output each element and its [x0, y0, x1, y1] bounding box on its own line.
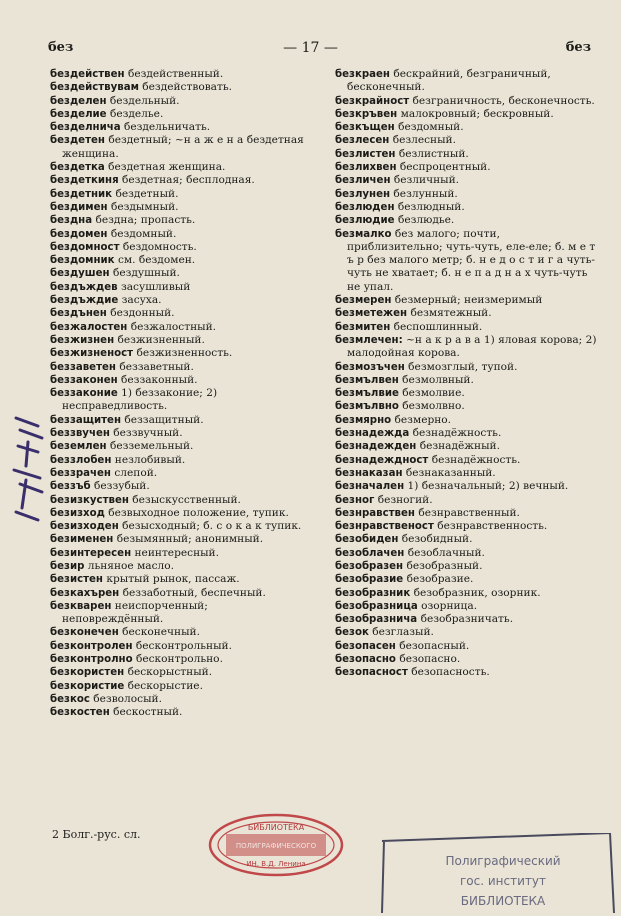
dictionary-entry: [50, 693, 305, 706]
dictionary-entry: [335, 294, 597, 307]
entry-translation: безнадёжность.: [431, 453, 521, 466]
dictionary-entry: [335, 400, 597, 413]
dictionary-entry: [50, 560, 305, 573]
dictionary-entry: [335, 108, 597, 121]
entry-translation: бездонный.: [110, 307, 175, 320]
entry-translation: без малого; почти, приблизительно; чуть-чуть, еле-еле; б. м е т ъ р без малого метр; б. н е д о с т и г а чуть-чуть не хватает; б. н е п а д н а х чуть-чуть не упал.: [347, 227, 596, 293]
dictionary-entry: [50, 334, 305, 347]
dictionary-entry: [50, 361, 305, 374]
entry-translation: 1) беззаконие; 2) несправедливость.: [62, 387, 218, 413]
entry-translation: бескостный.: [113, 706, 183, 719]
entry-translation: безобразный.: [406, 559, 483, 572]
entry-translation: ~н а к р а в а 1) яловая корова; 2) малодойная корова.: [347, 333, 597, 360]
entry-translation: беспроцентный.: [399, 161, 491, 174]
dictionary-entry: [335, 467, 597, 480]
entry-translation: бездейственный.: [127, 68, 224, 80]
entry-translation: беззаконный.: [121, 373, 198, 386]
entry-headword: безобразник: [335, 587, 411, 599]
left-guide-word: без: [48, 40, 74, 55]
entry-headword: безобиден: [335, 534, 399, 546]
entry-translation: неиспорченный; неповреждённый.: [62, 599, 208, 626]
entry-headword: бездействувам: [50, 82, 139, 94]
handwritten-margin-note: [8, 408, 48, 528]
entry-translation: бескорыстие.: [127, 679, 203, 692]
entry-translation: безземельный.: [109, 440, 194, 453]
entry-translation: безнравственность.: [437, 520, 548, 533]
dictionary-entry: [50, 95, 305, 108]
entry-headword: безнадеждност: [335, 454, 429, 466]
entry-translation: безнадёжный.: [419, 440, 500, 453]
dictionary-entry: [335, 626, 597, 639]
entry-headword: бездъждев: [50, 281, 118, 293]
dictionary-entry: [50, 706, 305, 719]
entry-translation: безопасно.: [399, 653, 461, 666]
entry-translation: см. бездомен.: [117, 254, 196, 267]
entry-headword: безизходен: [50, 521, 119, 533]
dictionary-entry: [335, 573, 597, 586]
entry-headword: безделен: [50, 95, 107, 107]
entry-translation: крытый рынок, пассаж.: [106, 573, 240, 586]
entry-translation: безобидный.: [401, 533, 473, 546]
entry-headword: безмитен: [335, 321, 391, 333]
entry-translation: безжизненный.: [117, 333, 205, 346]
entry-headword: беззлобен: [50, 454, 112, 466]
entry-translation: безопасность.: [411, 666, 490, 679]
entry-headword: беззвучен: [50, 428, 110, 440]
dictionary-entry: [335, 547, 597, 560]
entry-headword: безначален: [335, 481, 405, 493]
entry-headword: беззрачен: [50, 467, 111, 479]
entry-translation: бездетная; бесплодная.: [122, 174, 255, 187]
institute-stamp-rect: [378, 833, 616, 913]
entry-headword: безмалко: [335, 228, 392, 240]
dictionary-entry: [50, 241, 305, 254]
dictionary-entry: [335, 480, 597, 493]
page-number: — 17 —: [283, 40, 338, 56]
dictionary-entry: [50, 214, 305, 227]
entry-headword: безопасен: [335, 640, 396, 652]
dictionary-entry: [50, 228, 305, 241]
dictionary-entry: [335, 334, 597, 361]
entry-translation: безнаказанный.: [405, 466, 496, 479]
entry-headword: безнадежден: [335, 441, 417, 453]
entry-translation: безмятежный.: [410, 307, 492, 320]
entry-translation: безлюдье.: [397, 214, 455, 227]
dictionary-entry: [50, 174, 305, 187]
entry-headword: бездомник: [50, 255, 115, 267]
dictionary-entry: [335, 121, 597, 134]
entry-headword: безкрайност: [335, 95, 410, 107]
entry-headword: безкахърен: [50, 587, 120, 599]
entry-translation: безногий.: [377, 493, 433, 506]
entry-headword: безкористен: [50, 667, 125, 679]
entry-translation: бесконечный.: [122, 626, 200, 639]
dictionary-entry: [50, 201, 305, 214]
entry-translation: бездушный.: [112, 267, 180, 280]
dictionary-entry: [335, 600, 597, 613]
entry-headword: бездействен: [50, 69, 125, 80]
entry-translation: бездна; пропасть.: [95, 214, 196, 227]
dictionary-entry: [335, 533, 597, 546]
entry-translation: безделье.: [109, 107, 164, 120]
dictionary-entry: [50, 653, 305, 666]
entry-translation: бездомный.: [110, 227, 177, 240]
entry-headword: бездетка: [50, 162, 105, 174]
dictionary-entry: [50, 533, 305, 546]
entry-translation: бездомный.: [398, 121, 464, 134]
dictionary-entry: [50, 547, 305, 560]
entry-translation: бездельничать.: [123, 121, 211, 134]
dictionary-entry: [335, 374, 597, 387]
dictionary-entry: [50, 427, 305, 440]
entry-headword: безнравствен: [335, 507, 415, 519]
entry-translation: бездействовать.: [142, 81, 232, 94]
entry-translation: безобразие.: [406, 573, 474, 586]
entry-headword: безметежен: [335, 308, 408, 320]
entry-translation: беспошлинный.: [393, 320, 483, 333]
entry-translation: озорница.: [421, 599, 478, 612]
entry-translation: безмолвие.: [402, 387, 465, 400]
entry-translation: малокровный; бескровный.: [400, 107, 554, 120]
entry-translation: неинтересный.: [134, 546, 219, 559]
dictionary-entry: [50, 666, 305, 679]
dictionary-entry: [50, 121, 305, 134]
dictionary-entry: [335, 161, 597, 174]
entry-headword: безизход: [50, 507, 105, 519]
dictionary-entry: [50, 134, 305, 161]
dictionary-entry: [335, 134, 597, 147]
dictionary-entry: [50, 520, 305, 533]
entry-translation: бездомность.: [122, 240, 197, 253]
entry-headword: беззавeтен: [50, 361, 116, 373]
entry-headword: беззъб: [50, 481, 91, 493]
entry-translation: льняное масло.: [87, 559, 175, 572]
entry-headword: бездетен: [50, 135, 105, 147]
dictionary-entry: [50, 507, 305, 520]
entry-headword: бездъждие: [50, 295, 119, 307]
entry-translation: безыскусственный.: [132, 493, 241, 506]
entry-translation: незлобивый.: [114, 453, 186, 466]
entry-headword: безобразен: [335, 560, 404, 572]
dictionary-entry: [335, 560, 597, 573]
entry-headword: безкварен: [50, 600, 112, 612]
svg-text:ПОЛИГРАФИЧЕСКОГО: ПОЛИГРАФИЧЕСКОГО: [235, 842, 317, 850]
entry-translation: слепой.: [114, 466, 158, 479]
dictionary-entry: [50, 494, 305, 507]
entry-translation: безмозглый, тупой.: [408, 360, 518, 373]
entry-headword: безир: [50, 560, 85, 572]
entry-translation: безвыходное положение, тупик.: [108, 506, 289, 519]
entry-translation: безмолвный.: [402, 373, 474, 386]
dictionary-entry: [50, 188, 305, 201]
dictionary-entry: [335, 440, 597, 453]
entry-headword: безконечен: [50, 627, 119, 639]
entry-translation: беззубый.: [94, 480, 150, 493]
dictionary-entry: [335, 613, 597, 626]
entry-headword: беззаконие: [50, 388, 118, 400]
entry-translation: бездетный.: [115, 187, 179, 200]
dictionary-entry: [50, 374, 305, 387]
entry-headword: безконтролно: [50, 654, 133, 666]
entry-headword: безоблачен: [335, 547, 405, 559]
entry-translation: безмерный; неизмеримый: [394, 294, 543, 307]
entry-headword: безконтролен: [50, 640, 133, 652]
right-guide-word: без: [565, 40, 591, 55]
entry-headword: безмярно: [335, 414, 392, 426]
entry-headword: безизкуствен: [50, 494, 129, 506]
entry-translation: безысходный; б. с о к а к тупик.: [122, 520, 302, 533]
entry-translation: безглазый.: [372, 626, 434, 639]
dictionary-entry: [335, 387, 597, 400]
entry-translation: 1) безначальный; 2) вечный.: [407, 480, 569, 493]
entry-translation: безжизненность.: [136, 347, 233, 360]
entry-headword: безкористие: [50, 680, 125, 692]
entry-headword: безног: [335, 494, 375, 506]
entry-headword: безок: [335, 627, 369, 639]
dictionary-entry: [335, 653, 597, 666]
entry-translation: безоблачный.: [407, 546, 485, 559]
entry-headword: безличен: [335, 175, 391, 187]
entry-translation: бескорыстный.: [127, 666, 213, 679]
dictionary-entry: [335, 427, 597, 440]
entry-headword: безкраен: [335, 69, 390, 80]
dictionary-entry: [335, 587, 597, 600]
entry-translation: безмолвно.: [402, 400, 465, 413]
dictionary-entry: [50, 161, 305, 174]
dictionary-entry: [335, 228, 597, 294]
entry-headword: безкос: [50, 693, 90, 705]
entry-translation: безлунный.: [393, 187, 458, 200]
dictionary-entry: [50, 454, 305, 467]
entry-headword: безмерен: [335, 295, 392, 307]
entry-headword: безкъщен: [335, 122, 395, 134]
entry-translation: бездетная женщина.: [108, 161, 226, 174]
dictionary-entry: [50, 573, 305, 586]
dictionary-entry: [335, 174, 597, 187]
entry-translation: засуха.: [121, 294, 162, 307]
entry-translation: бездетный; ~н а ж е н а бездетная женщина.: [62, 134, 304, 160]
dictionary-entry: [335, 666, 597, 679]
entry-headword: безистен: [50, 574, 103, 586]
entry-headword: безкостен: [50, 707, 110, 719]
dictionary-entry: [50, 254, 305, 267]
entry-translation: безличный.: [393, 174, 459, 187]
entry-headword: бездомен: [50, 228, 108, 240]
entry-headword: безжалостен: [50, 321, 128, 333]
entry-translation: безымянный; анонимный.: [116, 533, 264, 546]
entry-translation: бесконтрольный.: [135, 639, 232, 652]
entry-headword: безобразница: [335, 600, 418, 612]
entry-headword: безлюдие: [335, 215, 395, 227]
dictionary-entry: [50, 267, 305, 280]
left-column: [50, 68, 305, 720]
dictionary-entry: [50, 294, 305, 307]
dictionary-entry: [335, 95, 597, 108]
entry-headword: безинтересен: [50, 547, 132, 559]
entry-headword: безопасно: [335, 654, 396, 666]
entry-headword: бездеткиня: [50, 175, 119, 187]
entry-headword: беззащитен: [50, 414, 121, 426]
svg-text:гос. институт: гос. институт: [460, 874, 546, 888]
entry-translation: безлюдный.: [397, 200, 465, 213]
library-stamp-oval: [206, 812, 346, 878]
entry-headword: бездушен: [50, 268, 110, 280]
entry-headword: бездна: [50, 215, 93, 227]
dictionary-entry: [335, 414, 597, 427]
svg-text:БИБЛИОТЕКА: БИБЛИОТЕКА: [247, 823, 305, 832]
dictionary-entry: [50, 640, 305, 653]
dictionary-entry: [50, 281, 305, 294]
entry-headword: бездимен: [50, 201, 108, 213]
entry-headword: бездънен: [50, 308, 107, 320]
dictionary-entry: [50, 467, 305, 480]
entry-headword: бездетник: [50, 188, 113, 200]
svg-text:ИН. В.Д. Ленина: ИН. В.Д. Ленина: [246, 860, 306, 868]
entry-translation: бездымный.: [110, 200, 179, 213]
entry-headword: безлунен: [335, 188, 391, 200]
entry-headword: безмлечен:: [335, 334, 403, 346]
dictionary-entry: [335, 361, 597, 374]
entry-headword: безименен: [50, 534, 114, 546]
dictionary-entry: [335, 507, 597, 520]
entry-translation: беззаветный.: [119, 360, 194, 373]
entry-translation: безобразничать.: [420, 613, 514, 626]
entry-translation: безнадёжность.: [412, 427, 502, 440]
dictionary-entry: [335, 201, 597, 214]
entry-translation: безлесный.: [392, 134, 456, 147]
entry-headword: безлихвен: [335, 162, 397, 174]
entry-headword: бездомност: [50, 241, 120, 253]
entry-translation: безграничность, бесконечность.: [412, 94, 595, 107]
svg-text:БИБЛИОТЕКА: БИБЛИОТЕКА: [460, 894, 546, 908]
dictionary-entry: [50, 600, 305, 627]
entry-translation: безмерно.: [394, 413, 452, 426]
entry-headword: беззаконен: [50, 374, 118, 386]
dictionary-entry: [335, 454, 597, 467]
entry-translation: безжалостный.: [130, 320, 216, 333]
dictionary-entry: [50, 626, 305, 639]
entry-translation: безволосый.: [93, 692, 162, 705]
entry-translation: беззащитный.: [124, 413, 204, 426]
dictionary-entry: [335, 321, 597, 334]
dictionary-entry: [50, 480, 305, 493]
dictionary-entry: [50, 387, 305, 414]
entry-translation: безнравственный.: [418, 506, 520, 519]
dictionary-entry: [335, 307, 597, 320]
entry-headword: безкръвен: [335, 108, 398, 120]
dictionary-entry: [50, 81, 305, 94]
entry-headword: безобразнича: [335, 614, 418, 626]
dictionary-entry: [335, 494, 597, 507]
entry-translation: бескрайний, безграничный, бесконечный.: [347, 68, 551, 94]
entry-translation: засушливый: [120, 280, 191, 293]
entry-translation: безопасный.: [399, 639, 470, 652]
entry-headword: беземлен: [50, 441, 107, 453]
dictionary-entry: [335, 188, 597, 201]
dictionary-entry: [335, 640, 597, 653]
dictionary-entry: [50, 307, 305, 320]
dictionary-entry: [50, 587, 305, 600]
dictionary-entry: [50, 440, 305, 453]
dictionary-entry: [50, 680, 305, 693]
entry-headword: безмълвно: [335, 401, 399, 413]
entry-headword: безмълвие: [335, 388, 399, 400]
entry-translation: бездельный.: [109, 94, 180, 107]
entry-headword: безлесен: [335, 135, 390, 147]
footer-signature: 2 Болг.-рус. сл.: [52, 828, 141, 841]
right-column: [335, 68, 597, 680]
entry-translation: беззаботный, беспечный.: [122, 586, 266, 599]
dictionary-entry: [50, 108, 305, 121]
entry-translation: беззвучный.: [113, 427, 183, 440]
entry-headword: безнравственост: [335, 521, 434, 533]
entry-headword: безделнича: [50, 122, 121, 134]
entry-headword: безделие: [50, 108, 107, 120]
entry-headword: безлистен: [335, 148, 396, 160]
entry-headword: безмозъчен: [335, 361, 405, 373]
entry-headword: безнадежда: [335, 428, 410, 440]
entry-headword: безжизнен: [50, 334, 115, 346]
entry-translation: безобразник, озорник.: [413, 586, 541, 599]
svg-text:Полиграфический: Полиграфический: [445, 854, 561, 868]
entry-headword: безнаказан: [335, 467, 403, 479]
dictionary-entry: [50, 321, 305, 334]
dictionary-entry: [335, 148, 597, 161]
dictionary-entry: [335, 520, 597, 533]
dictionary-entry: [50, 347, 305, 360]
entry-headword: безжизненост: [50, 348, 134, 360]
entry-headword: безмълвен: [335, 374, 399, 386]
entry-translation: бесконтрольно.: [135, 653, 223, 666]
dictionary-entry: [50, 68, 305, 81]
entry-headword: безобразие: [335, 574, 404, 586]
dictionary-entry: [335, 214, 597, 227]
entry-headword: безлюден: [335, 201, 395, 213]
entry-translation: безлистный.: [398, 147, 469, 160]
dictionary-entry: [50, 414, 305, 427]
dictionary-entry: [335, 68, 597, 95]
entry-headword: безопасност: [335, 667, 408, 679]
